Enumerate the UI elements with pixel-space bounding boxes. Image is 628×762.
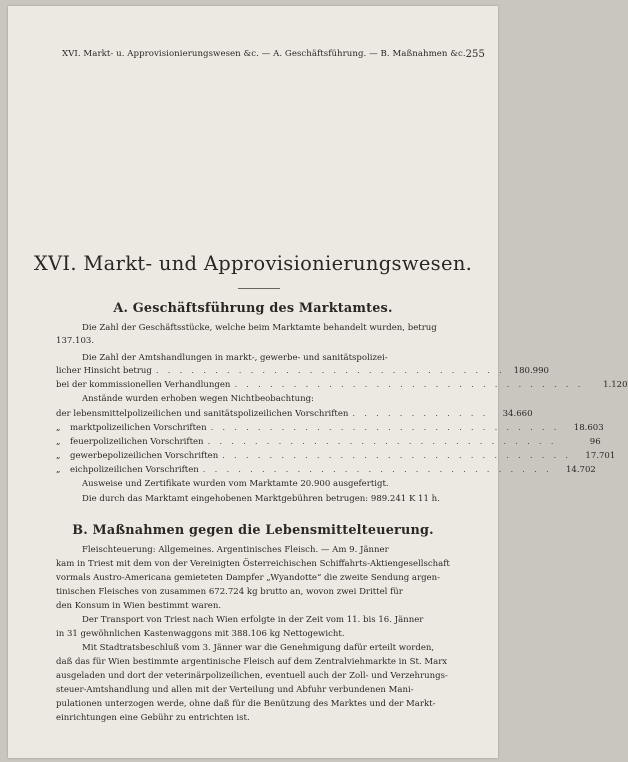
paragraph-line: Anstände wurden erhoben wegen Nichtbeobachtung: xyxy=(82,394,314,404)
stat-value: 34.660 xyxy=(502,409,533,419)
paragraph-line: einrichtungen eine Gebühr zu entrichten ist. xyxy=(56,713,250,723)
leader-dots: . . . . . . . . . . . . . . . . . . . . . . . . . . . . . . xyxy=(155,366,505,376)
leader-dots: . . . . . . . . . . . . xyxy=(352,409,489,419)
leader-dots: . . . . . . . . . . . . . . . . . . . . . . . . . . . . . . xyxy=(207,437,557,447)
stat-value: 96 xyxy=(589,437,601,447)
stat-value: 180.990 xyxy=(513,366,549,376)
section-a-heading: A. Geschäftsführung des Marktamtes. xyxy=(113,301,393,316)
stat-label: marktpolizeilichen Vorschriften xyxy=(70,423,207,433)
anstand-row xyxy=(56,408,533,421)
paragraph-line: ausgeladen und dort der veterinärpolizeilichen, eventuell auch der Zoll- und Verzehrungs- xyxy=(56,671,448,681)
paragraph-line: 137.103. xyxy=(56,336,95,346)
paragraph-line: Der Transport von Triest nach Wien erfolgte in der Zeit vom 11. bis 16. Jänner xyxy=(82,615,424,625)
section-b-heading: B. Maßnahmen gegen die Lebensmittelteuerung. xyxy=(72,523,434,538)
stat-value: 18.603 xyxy=(573,423,604,433)
leader-dots: . . . . . . . . . . . . . . . . . . . . . . . . . . . . . . xyxy=(222,451,572,461)
paragraph-line: Die Zahl der Amtshandlungen in markt-, gewerbe- und sanitätspolizei- xyxy=(82,353,388,363)
paragraph-line: Fleischteuerung: Allgemeines. Argentinisches Fleisch. — Am 9. Jänner xyxy=(82,545,389,555)
paragraph-line: steuer-Amtshandlung und allen mit der Verteilung und Abfuhr verbundenen Mani- xyxy=(56,685,414,695)
paragraph-line: Die durch das Marktamt eingehobenen Marktgebühren betrugen: 989.241 K 11 h. xyxy=(82,494,440,504)
stat-row-amtshandlungen xyxy=(56,365,549,378)
stat-value: 1.120 xyxy=(603,380,628,390)
stat-label: gewerbepolizeilichen Vorschriften xyxy=(70,451,219,461)
paragraph-line: Mit Stadtratsbeschluß vom 3. Jänner war die Genehmigung dafür erteilt worden, xyxy=(82,643,435,653)
stat-label: bei der kommissionellen Verhandlungen xyxy=(56,380,231,390)
anstand-row xyxy=(56,464,596,477)
stat-value: 14.702 xyxy=(565,465,596,475)
stat-label: feuerpolizeilichen Vorschriften xyxy=(70,437,204,447)
leader-dots: . . . . . . . . . . . . . . . . . . . . . . . . . . . . . . xyxy=(234,380,584,390)
paragraph-line: Ausweise und Zertifikate wurden vom Marktamte 20.900 ausgefertigt. xyxy=(82,479,389,489)
document-page xyxy=(8,6,628,758)
stat-value: 17.701 xyxy=(585,451,616,461)
ditto-mark: „ xyxy=(56,465,61,475)
paragraph-line: kam in Triest mit dem von der Vereinigten Österreichischen Schiffahrts-Aktiengesellschaft xyxy=(56,559,450,569)
paragraph-line: vormals Austro-Americana gemieteten Dampfer „Wyandotte“ die zweite Sendung argen- xyxy=(56,573,441,583)
paragraph-line: pulationen unterzogen werde, ohne daß für die Benützung des Marktes und der Markt- xyxy=(56,699,436,709)
paragraph-line: Die Zahl der Geschäftsstücke, welche beim Marktamte behandelt wurden, betrug xyxy=(82,323,437,333)
stat-label: licher Hinsicht betrug xyxy=(56,366,152,376)
anstand-row xyxy=(56,450,616,463)
page-number: 255 xyxy=(465,49,485,60)
paragraph-line: daß das für Wien bestimmte argentinische Fleisch auf dem Zentralviehmarkte in St. Marx xyxy=(56,657,448,667)
paragraph-line: in 31 gewöhnlichen Kastenwaggons mit 388.106 kg Nettogewicht. xyxy=(56,629,345,639)
running-head-text: XVI. Markt- u. Approvisionierungswesen &c. — A. Geschäftsführung. — B. Maßnahmen &c. xyxy=(62,49,466,59)
chapter-title: XVI. Markt- und Approvisionierungswesen. xyxy=(33,252,473,275)
ditto-mark: „ xyxy=(56,451,61,461)
title-divider xyxy=(238,288,280,289)
anstand-row xyxy=(56,436,601,449)
running-header xyxy=(62,49,485,60)
stat-row-kommissionell xyxy=(56,379,628,392)
leader-dots: . . . . . . . . . . . . . . . . . . . . . . . . . . . . . . xyxy=(210,423,560,433)
ditto-mark: „ xyxy=(56,423,61,433)
ditto-mark: „ xyxy=(56,437,61,447)
stat-label: eichpolizeilichen Vorschriften xyxy=(70,465,199,475)
leader-dots: . . . . . . . . . . . . . . . . . . . . . . . . . . . . . . xyxy=(202,465,552,475)
paragraph-line: tinischen Fleisches von zusammen 672.724 kg brutto an, wovon zwei Drittel für xyxy=(56,587,403,597)
stat-label: der lebensmittelpolizeilichen und sanitätspolizeilichen Vorschriften xyxy=(56,409,349,419)
paragraph-line: den Konsum in Wien bestimmt waren. xyxy=(56,601,222,611)
anstand-row xyxy=(56,422,604,435)
